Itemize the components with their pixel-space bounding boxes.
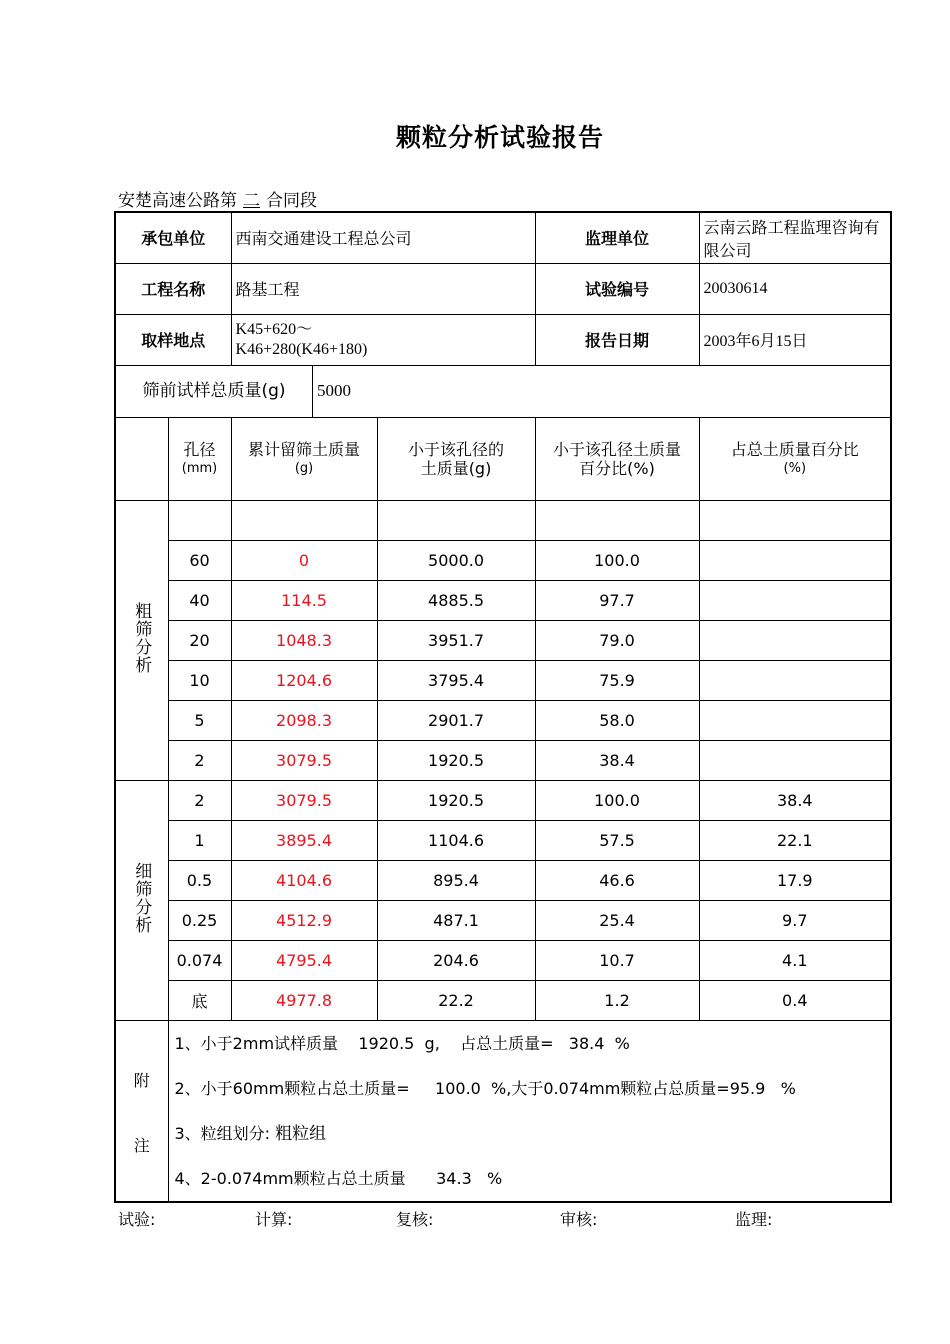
aperture-cell: 60 xyxy=(168,540,231,580)
footer-check: 复核: xyxy=(396,1210,434,1229)
total-pct-cell xyxy=(699,500,891,540)
table-row xyxy=(115,980,891,1020)
subtitle-prefix: 安楚高速公路第 xyxy=(118,191,237,211)
supervisor-label: 监理单位 xyxy=(535,212,699,263)
fine-sieve-section xyxy=(115,780,891,1020)
note-line-3-value: 粗粒组 xyxy=(275,1123,327,1143)
passing-pct-cell xyxy=(535,500,699,540)
header-aperture xyxy=(168,417,231,500)
header-total-pct-unit: (%) xyxy=(783,460,807,476)
total-pct-cell xyxy=(699,620,891,660)
retained-cell: 1204.6 xyxy=(231,660,377,700)
total-pct-cell: 0.4 xyxy=(699,980,891,1020)
location-label: 取样地点 xyxy=(115,314,231,365)
note-line-3-label: 3、粒组划分: xyxy=(174,1123,276,1143)
total-pct-cell xyxy=(699,700,891,740)
total-pct-cell: 22.1 xyxy=(699,820,891,860)
passing-cell: 487.1 xyxy=(377,900,535,940)
supervisor-value: 云南云路工程监理咨询有限公司 xyxy=(699,212,891,263)
note-line-1: 1、小于2mm试样质量 1920.5 g, 占总土质量= 38.4 % xyxy=(174,1033,630,1053)
passing-cell: 3795.4 xyxy=(377,660,535,700)
fine-sieve-label-text: 细筛分析 xyxy=(131,862,152,934)
notes-side-1: 附 xyxy=(133,1070,150,1090)
aperture-cell xyxy=(168,500,231,540)
passing-pct-cell: 25.4 xyxy=(535,900,699,940)
header-passing-pct-text-2: 百分比(%) xyxy=(579,458,655,478)
table-row xyxy=(115,580,891,620)
aperture-cell: 0.25 xyxy=(168,900,231,940)
total-pct-cell: 17.9 xyxy=(699,860,891,900)
table-row xyxy=(115,900,891,940)
passing-pct-cell: 57.5 xyxy=(535,820,699,860)
aperture-cell: 2 xyxy=(168,780,231,820)
passing-cell: 3951.7 xyxy=(377,620,535,660)
table-row xyxy=(115,740,891,780)
header-passing-pct xyxy=(535,417,699,500)
aperture-cell: 0.074 xyxy=(168,940,231,980)
total-pct-cell: 9.7 xyxy=(699,900,891,940)
contract-section xyxy=(118,186,317,211)
aperture-cell: 10 xyxy=(168,660,231,700)
footer-test: 试验: xyxy=(118,1210,156,1229)
report-table xyxy=(114,211,892,1203)
contractor-label: 承包单位 xyxy=(115,212,231,263)
coarse-sieve-label-text: 粗筛分析 xyxy=(131,602,152,674)
table-row xyxy=(115,820,891,860)
header-passing-text-2: 土质量(g) xyxy=(420,458,492,478)
coarse-sieve-section xyxy=(115,500,891,780)
table-row xyxy=(115,860,891,900)
header-passing-text: 小于该孔径的 xyxy=(408,439,505,459)
header-retained-unit: (g) xyxy=(294,460,314,476)
test-no-value: 20030614 xyxy=(699,263,891,314)
passing-pct-cell: 1.2 xyxy=(535,980,699,1020)
passing-cell: 1104.6 xyxy=(377,820,535,860)
passing-cell: 4885.5 xyxy=(377,580,535,620)
aperture-cell: 20 xyxy=(168,620,231,660)
header-total-pct-text: 占总土质量百分比 xyxy=(730,439,859,459)
header-aperture-unit: (mm) xyxy=(181,460,218,476)
total-pct-cell: 38.4 xyxy=(699,780,891,820)
table-row xyxy=(115,540,891,580)
header-passing xyxy=(377,417,535,500)
location-value-line-2: K46+280(K46+180) xyxy=(235,340,368,358)
sample-mass-label: 筛前试样总质量(g) xyxy=(116,366,313,417)
header-total-pct xyxy=(699,417,891,500)
passing-cell: 895.4 xyxy=(377,860,535,900)
aperture-cell: 2 xyxy=(168,740,231,780)
aperture-cell: 0.5 xyxy=(168,860,231,900)
passing-cell: 5000.0 xyxy=(377,540,535,580)
footer-review: 审核: xyxy=(560,1210,598,1229)
retained-cell: 3895.4 xyxy=(231,820,377,860)
passing-cell xyxy=(377,500,535,540)
report-title: 颗粒分析试验报告 xyxy=(395,123,604,152)
location-value-line-1: K45+620～ xyxy=(235,320,313,338)
sample-mass-value: 5000 xyxy=(317,380,351,400)
table-row xyxy=(115,700,891,740)
date-label: 报告日期 xyxy=(535,314,699,365)
total-pct-cell xyxy=(699,540,891,580)
passing-cell: 1920.5 xyxy=(377,740,535,780)
note-line-3 xyxy=(169,1111,891,1156)
table-row xyxy=(115,940,891,980)
table-row xyxy=(115,500,891,540)
header-retained-text: 累计留筛土质量 xyxy=(248,439,361,459)
total-pct-cell xyxy=(699,580,891,620)
notes-side-2: 注 xyxy=(133,1135,150,1155)
passing-pct-cell: 38.4 xyxy=(535,740,699,780)
retained-cell xyxy=(231,500,377,540)
retained-cell: 1048.3 xyxy=(231,620,377,660)
passing-cell: 2901.7 xyxy=(377,700,535,740)
retained-cell: 3079.5 xyxy=(231,780,377,820)
fine-sieve-label xyxy=(115,780,168,1020)
subtitle-suffix: 合同段 xyxy=(266,191,317,211)
aperture-cell: 底 xyxy=(168,980,231,1020)
total-pct-cell xyxy=(699,660,891,700)
footer-calc: 计算: xyxy=(255,1210,293,1229)
retained-cell: 3079.5 xyxy=(231,740,377,780)
table-row xyxy=(115,780,891,820)
footer-supervise: 监理: xyxy=(735,1210,773,1229)
header-aperture-text: 孔径 xyxy=(183,439,216,459)
passing-pct-cell: 100.0 xyxy=(535,780,699,820)
passing-pct-cell: 100.0 xyxy=(535,540,699,580)
header-passing-pct-text: 小于该孔径土质量 xyxy=(553,439,682,459)
contractor-value: 西南交通建设工程总公司 xyxy=(231,212,535,263)
project-label: 工程名称 xyxy=(115,263,231,314)
location-value xyxy=(231,314,535,365)
aperture-cell: 40 xyxy=(168,580,231,620)
passing-cell: 22.2 xyxy=(377,980,535,1020)
aperture-cell: 5 xyxy=(168,700,231,740)
sample-mass-row xyxy=(115,365,891,417)
header-retained xyxy=(231,417,377,500)
notes-content xyxy=(168,1020,891,1202)
notes-side-label xyxy=(115,1020,168,1202)
table-row xyxy=(115,660,891,700)
header-blank xyxy=(115,417,168,500)
retained-cell: 4512.9 xyxy=(231,900,377,940)
total-pct-cell xyxy=(699,740,891,780)
passing-cell: 204.6 xyxy=(377,940,535,980)
passing-cell: 1920.5 xyxy=(377,780,535,820)
retained-cell: 2098.3 xyxy=(231,700,377,740)
total-pct-cell: 4.1 xyxy=(699,940,891,980)
passing-pct-cell: 97.7 xyxy=(535,580,699,620)
note-line-4: 4、2-0.074mm颗粒占总土质量 34.3 % xyxy=(174,1168,503,1188)
note-line-2: 2、小于60mm颗粒占总土质量= 100.0 %,大于0.074mm颗粒占总质量=95.9 % xyxy=(174,1078,796,1098)
passing-pct-cell: 58.0 xyxy=(535,700,699,740)
aperture-cell: 1 xyxy=(168,820,231,860)
retained-cell: 0 xyxy=(231,540,377,580)
test-no-label: 试验编号 xyxy=(535,263,699,314)
retained-cell: 4795.4 xyxy=(231,940,377,980)
retained-cell: 114.5 xyxy=(231,580,377,620)
passing-pct-cell: 79.0 xyxy=(535,620,699,660)
date-value: 2003年6月15日 xyxy=(699,314,891,365)
table-row xyxy=(115,620,891,660)
project-value: 路基工程 xyxy=(231,263,535,314)
passing-pct-cell: 10.7 xyxy=(535,940,699,980)
coarse-sieve-label xyxy=(115,500,168,780)
passing-pct-cell: 46.6 xyxy=(535,860,699,900)
retained-cell: 4104.6 xyxy=(231,860,377,900)
retained-cell: 4977.8 xyxy=(231,980,377,1020)
section-number: 二 xyxy=(243,191,260,211)
passing-pct-cell: 75.9 xyxy=(535,660,699,700)
